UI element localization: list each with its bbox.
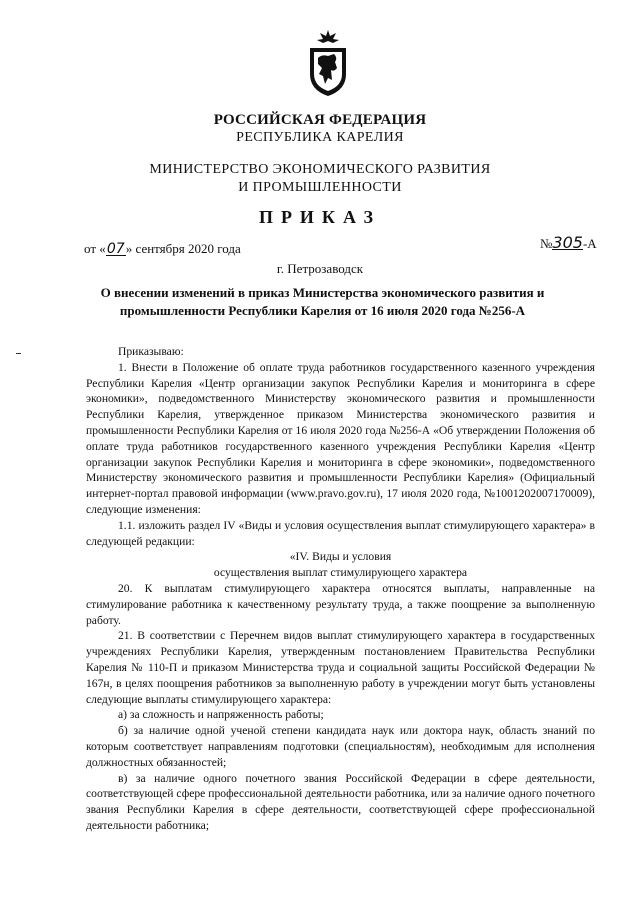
section-title: «IV. Виды и условия — [289, 550, 392, 564]
order-date — [84, 241, 241, 257]
list-item-a: а) за сложность и напряженность работы; — [118, 708, 324, 722]
number-suffix: -А — [582, 236, 597, 251]
intro-paragraph: Приказываю: — [118, 345, 184, 358]
paragraph-1-1: 1.1. изложить раздел IV «Виды и условия осуществления выплат стимулирующего характера» в следующей редакции: — [86, 518, 595, 548]
date-suffix: » сентября 2020 года — [125, 241, 241, 256]
section-title-continued: осуществления выплат стимулирующего характера — [213, 566, 468, 580]
header-country: РОССИЙСКАЯ ФЕДЕРАЦИЯ — [213, 112, 427, 128]
header-republic: РЕСПУБЛИКА КАРЕЛИЯ — [236, 130, 404, 145]
header-ministry: МИНИСТЕРСТВО ЭКОНОМИЧЕСКОГО РАЗВИТИЯ — [149, 162, 491, 177]
handwritten-day: 07 — [106, 241, 125, 257]
handwritten-number: 305 — [552, 233, 583, 252]
list-item-b: б) за наличие одной ученой степени кандидата наук или доктора наук, область знаний по которым соответствует направлениям подготовки (специальностям), необходимым для исполнения должностных обязанностей; — [86, 724, 595, 769]
document-type-title: ПРИКАЗ — [258, 207, 382, 227]
date-prefix: от « — [84, 241, 106, 256]
paragraph-21: 21. В соответствии с Перечнем видов выплат стимулирующего характера в государственных учреждениях Республики Карелия, утвержденным постановлением Правительства Республики Карелия № 110-П и приказом Министерства труда и социальной защиты Российской Федерации № 167н, в целях поощрения работников за выполненную работу в учреждении могут быть установлены следующие выплаты стимулирующего характера: — [86, 629, 595, 706]
city: г. Петрозаводск — [276, 261, 364, 276]
paragraph-1: 1. Внести в Положение об оплате труда работников государственного казенного учреждения Республики Карелия «Центр организации закупок Республики Карелия и мониторинга в сфере экономики», подведомственного Министерству экономического развития и промышленности Республики Карелия, утвержденное приказом Министерства экономического развития и промышленности Республики Карелия от 16 июля 2020 года №256-А «Об утверждении Положения об оплате труда работников государственного казенного учреждения Республики Карелия «Центр организации закупок Республики Карелия и мониторинга в сфере экономики», подведомственного Министерству экономического развития и промышленности Республики Карелия» (Официальный интернет-портал правовой информации (www.pravo.gov.ru), 17 июля 2020 года, №1001202007170009), следующие изменения: — [86, 360, 595, 516]
order-number — [540, 233, 597, 252]
order-subject: О внесении изменений в приказ Министерства экономического развития и промышленности Республики Карелия от 16 июля 2020 года №256-А — [100, 285, 545, 318]
margin-mark — [16, 353, 21, 354]
order-body — [86, 344, 595, 834]
karelia-coat-of-arms-icon — [304, 28, 352, 98]
paragraph-20: 20. К выплатам стимулирующего характера относятся выплаты, направленные на стимулирование работника к качественному результату труда, а также поощрение за выполненную работу. — [86, 581, 595, 627]
list-item-v: в) за наличие одного почетного звания Российской Федерации в сфере деятельности, соответствующей сфере профессиональной деятельности работника, или за наличие одного почетного звания Республики Карелия в сфере деятельности, соответствующей сфере профессиональной деятельности работника; — [86, 771, 595, 832]
number-prefix: № — [540, 236, 553, 251]
header-ministry-continued: И ПРОМЫШЛЕННОСТИ — [238, 180, 402, 195]
